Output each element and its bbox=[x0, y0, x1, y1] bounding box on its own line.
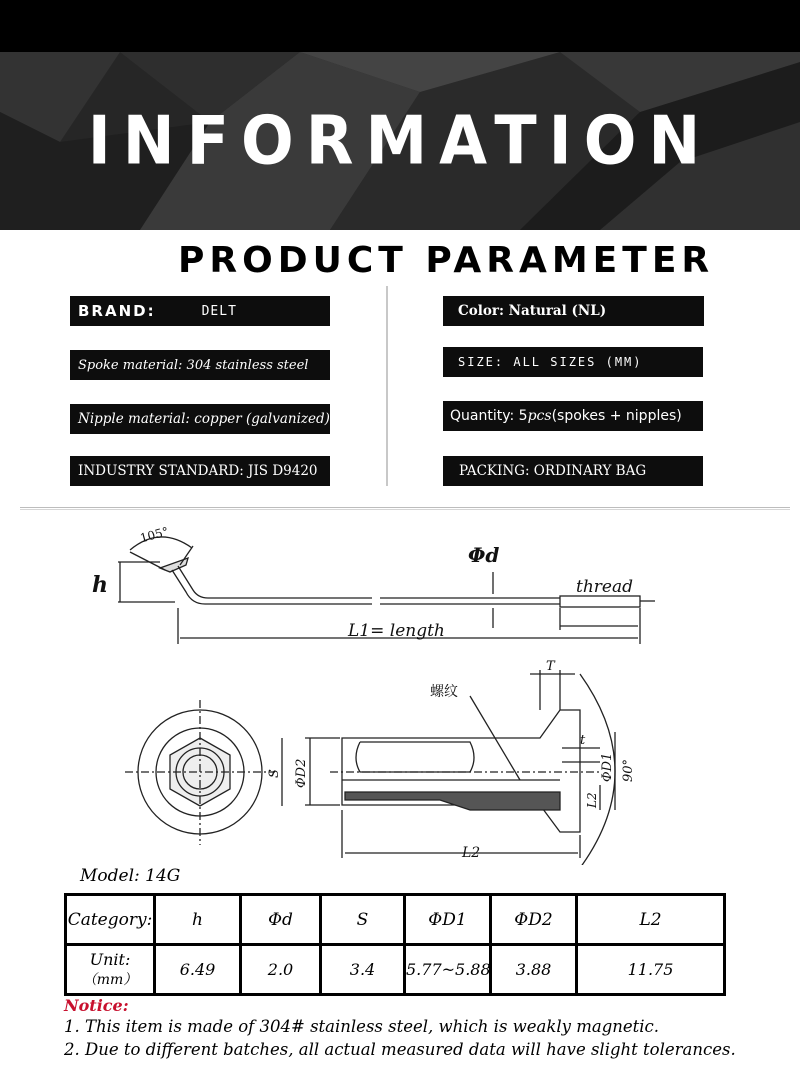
notice-line-1: 1. This item is made of 304# stainless steel, which is weakly magnetic. bbox=[64, 1017, 660, 1036]
color-field bbox=[443, 296, 704, 326]
packing-field bbox=[443, 456, 703, 486]
header-cell-s: S bbox=[321, 895, 405, 945]
spoke-material-text: Spoke material: 304 stainless steel bbox=[78, 357, 309, 373]
phi-D2-label: ΦD2 bbox=[294, 758, 309, 788]
length-label: L1= length bbox=[348, 621, 445, 641]
quantity-field bbox=[443, 401, 703, 431]
header-cell-h: h bbox=[155, 895, 241, 945]
size-text: SIZE: ALL SIZES (MM) bbox=[458, 355, 643, 369]
nipple-material-text: Nipple material: copper (galvanized) bbox=[78, 411, 330, 427]
industry-standard-field bbox=[70, 456, 330, 486]
brand-field bbox=[70, 296, 330, 326]
color-text: Color: Natural (NL) bbox=[458, 303, 607, 319]
header-cell-category: Category: bbox=[66, 895, 155, 945]
table-header-row bbox=[66, 895, 725, 945]
unit-sub-label: （mm） bbox=[82, 972, 138, 988]
packing-text: PACKING: ORDINARY BAG bbox=[459, 463, 647, 479]
technical-drawing bbox=[0, 510, 800, 865]
vertical-divider bbox=[386, 286, 388, 486]
size-field bbox=[443, 347, 703, 377]
quantity-prefix: Quantity: 5 bbox=[450, 408, 528, 424]
quantity-unit: pcs bbox=[527, 408, 552, 424]
hero-banner bbox=[0, 52, 800, 230]
T-label: T bbox=[546, 659, 555, 674]
l2-small-label: L2 bbox=[585, 792, 599, 808]
notice-line-2: 2. Due to different batches, all actual measured data will have slight tolerances. bbox=[64, 1040, 736, 1059]
spec-table bbox=[64, 893, 726, 996]
value-cell-phi-d1: 5.77~5.88 bbox=[405, 945, 491, 995]
quantity-suffix: (spokes + nipples) bbox=[551, 408, 682, 424]
angle-90-label: 90° bbox=[621, 758, 636, 782]
phi-d-label: Φd bbox=[468, 543, 500, 567]
t-label: t bbox=[580, 733, 586, 748]
h-label: h bbox=[92, 572, 108, 598]
spoke-material-field bbox=[70, 350, 330, 380]
value-cell-phi-d2: 3.88 bbox=[491, 945, 577, 995]
section-title: PRODUCT PARAMETER bbox=[178, 240, 715, 281]
header-cell-l2: L2 bbox=[577, 895, 725, 945]
model-label: Model: 14G bbox=[80, 866, 181, 886]
unit-cell bbox=[66, 945, 155, 995]
S-label: S bbox=[267, 769, 282, 778]
header-cell-phi-d1: ΦD1 bbox=[405, 895, 491, 945]
value-cell-phi-d: 2.0 bbox=[241, 945, 321, 995]
value-cell-s: 3.4 bbox=[321, 945, 405, 995]
L2-label: L2 bbox=[462, 845, 481, 861]
thread-label: thread bbox=[576, 577, 633, 597]
industry-standard-text: INDUSTRY STANDARD: JIS D9420 bbox=[78, 463, 318, 479]
nipple-material-field bbox=[70, 404, 330, 434]
unit-label: Unit: bbox=[89, 950, 131, 969]
top-black-bar bbox=[0, 0, 800, 52]
brand-label: BRAND: bbox=[78, 302, 156, 320]
phi-D1-label: ΦD1 bbox=[600, 752, 615, 782]
header-cell-phi-d2: ΦD2 bbox=[491, 895, 577, 945]
hero-title: INFORMATION bbox=[87, 101, 713, 180]
table-row bbox=[66, 945, 725, 995]
thread-cn-label: 螺纹 bbox=[430, 684, 458, 700]
value-cell-h: 6.49 bbox=[155, 945, 241, 995]
header-cell-phi-d: Φd bbox=[241, 895, 321, 945]
brand-value: DELT bbox=[201, 303, 237, 319]
angle-label: 105° bbox=[138, 524, 171, 546]
notice-title: Notice: bbox=[64, 996, 129, 1015]
value-cell-l2: 11.75 bbox=[577, 945, 725, 995]
